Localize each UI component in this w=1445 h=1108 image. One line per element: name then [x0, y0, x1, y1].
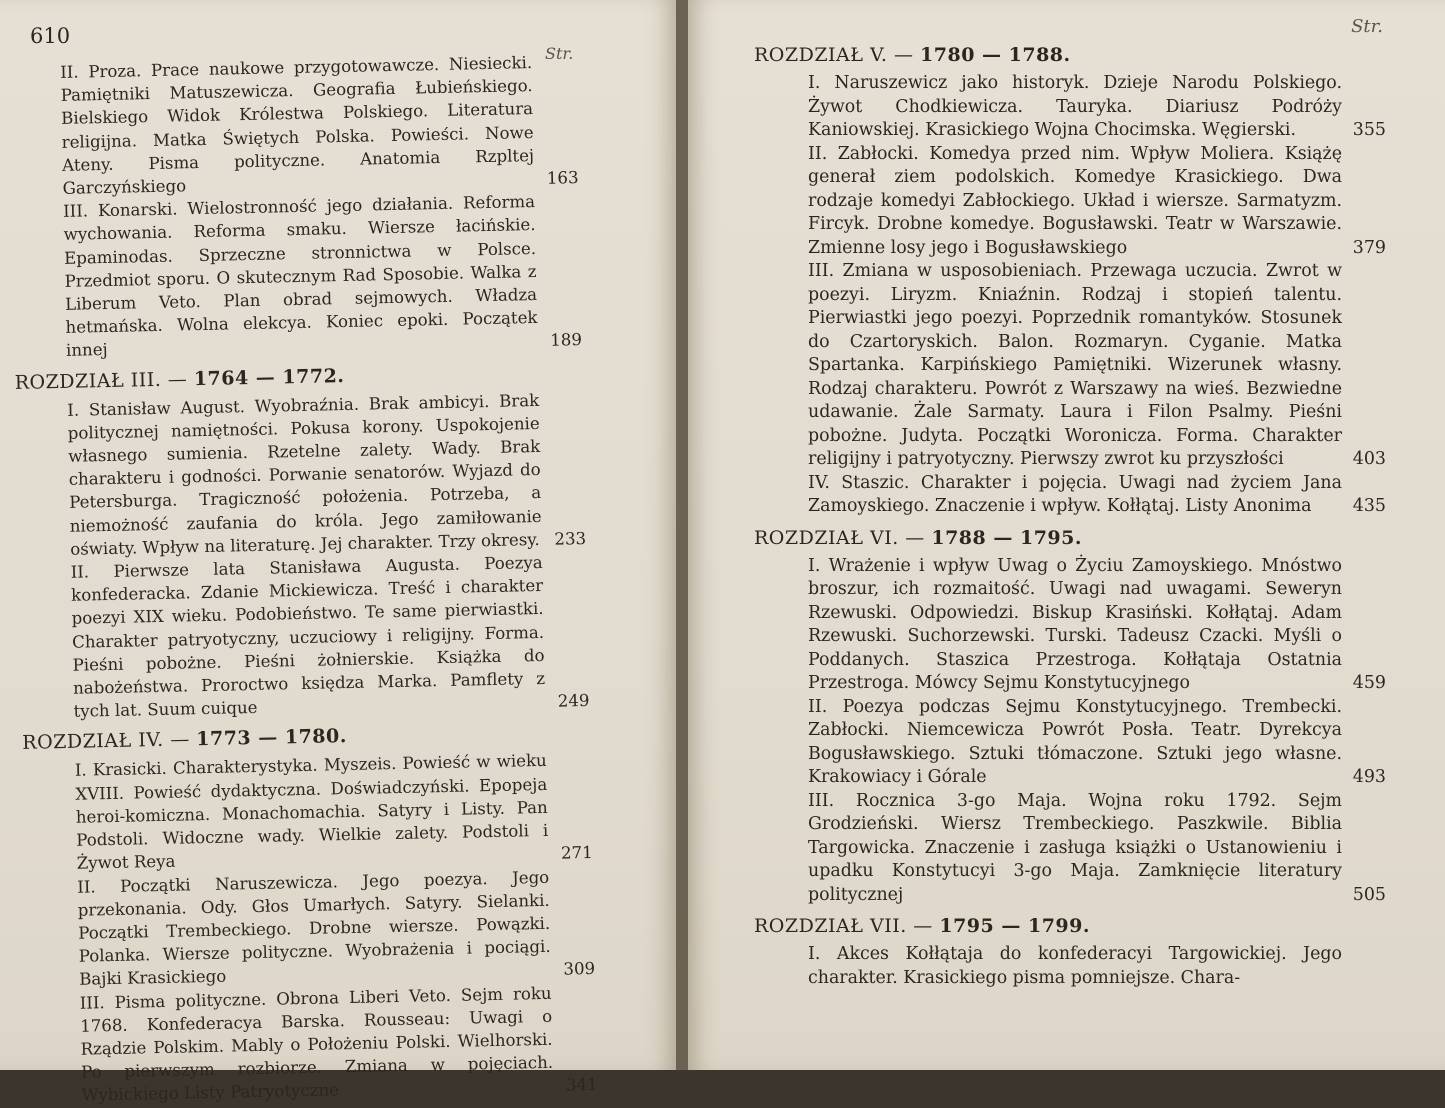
chapter-heading: [754, 527, 1386, 549]
chapter-title: ROZDZIAŁ VII. —: [754, 915, 933, 937]
toc-entry: [808, 143, 1386, 261]
entry-page-number: 341: [565, 1075, 598, 1095]
toc-entry: [808, 943, 1386, 990]
chapter-heading: [754, 44, 1386, 66]
entry-page-number: 459: [1352, 673, 1386, 693]
chapter-title: ROZDZIAŁ III. —: [14, 367, 188, 394]
entry-text: II. Początki Naruszewicza. Jego poezya. Jego przekonania. Ody. Głos Umarłych. Satyry. Sielanki. Początki Trembeckiego. Drobne wiersze. Powązki. Polanka. Wiersze polityczne. Wyobrażenia i pociągi. Bajki Krasickiego: [77, 867, 551, 990]
table-of-contents-left: [8, 50, 598, 1108]
chapter-years: 1764 — 1772.: [193, 364, 345, 390]
entry-page-number: 233: [554, 528, 587, 549]
chapter-heading: [754, 915, 1386, 937]
entry-text: I. Wrażenie i wpływ Uwag o Życiu Zamoyskiego. Mnóstwo broszur, ich rozmaitość. Uwagi nad uwagami. Seweryn Rzewuski. Odpowiedzi. Biskup Krasiński. Kołłątaj. Adam Rzewuski. Suchorzewski. Turski. Tadeusz Czacki. Myśli o Poddanych. Staszica Przestroga. Kołłątaja Ostatnia Przestroga. Mówcy Sejmu Konstytucyjnego: [808, 555, 1342, 693]
chapter-title: ROZDZIAŁ IV. —: [22, 728, 190, 755]
entry-text: II. Poezya podczas Sejmu Konstytucyjnego. Trembecki. Zabłocki. Niemcewicza Powrót Posła. Teatr. Dyrekcya Bogusławskiego. Sztuki tłómaczone. Sztuki jego własne. Krakowiacy i Górale: [808, 696, 1342, 787]
chapter-years: 1773 — 1780.: [196, 725, 348, 751]
entry-text: II. Zabłocki. Komedya przed nim. Wpływ Moliera. Książę generał ziem podolskich. Komedye Krasickiego. Dwa rodzaje komedyi Zabłockiego. Układ i wiersze. Sarmatyzm. Fircyk. Drobne komedye. Bogusławski. Teatr w Warszawie. Zmienne losy jego i Bogusławskiego: [808, 143, 1342, 258]
toc-entry: [808, 555, 1386, 696]
entry-page-number: 435: [1352, 496, 1386, 516]
chapter-years: 1788 — 1795.: [931, 526, 1082, 549]
toc-entry: [70, 550, 589, 723]
entry-text: I. Stanisław August. Wyobraźnia. Brak ambicyi. Brak politycznej namiętności. Pokusa korony. Uspokojenie własnego sumienia. Rzetelne zalety. Wady. Brak charakteru i godności. Porwanie senatorów. Wyjazd do Petersburga. Tragiczność położenia. Potrzeba, a niemożność zaufania do króla. Jego zamiłowanie oświaty. Wpływ na literaturę. Jej charakter. Trzy okresy.: [67, 390, 542, 559]
toc-entry: [808, 472, 1386, 519]
toc-entry: [75, 748, 593, 875]
book-gutter: [676, 0, 688, 1070]
entry-page-number: 379: [1352, 237, 1386, 258]
table-of-contents-right: [754, 36, 1386, 990]
toc-entry: [67, 388, 586, 561]
chapter-title: ROZDZIAŁ VI. —: [754, 526, 925, 549]
column-header-str: Str.: [545, 44, 574, 63]
entry-text: IV. Staszic. Charakter i pojęcia. Uwagi nad życiem Jana Zamoyskiego. Znaczenie i wpływ. Kołłątaj. Listy Anonima: [808, 472, 1342, 516]
toc-entry: [77, 864, 595, 991]
entry-page-number: 403: [1352, 449, 1386, 469]
chapter-years: 1780 — 1788.: [920, 44, 1071, 66]
toc-entry: [808, 72, 1386, 143]
chapter-years: 1795 — 1799.: [939, 915, 1090, 937]
toc-entry: [808, 260, 1386, 472]
entry-text: I. Akces Kołłątaja do konfederacyi Targowickiej. Jego charakter. Krasickiego pisma pomniejsze. Chara-: [808, 944, 1342, 988]
page-number: 610: [30, 24, 71, 48]
right-page: [688, 0, 1445, 1070]
entry-text: I. Naruszewicz jako historyk. Dzieje Narodu Polskiego. Żywot Chodkiewicza. Tauryka. Diariusz Podróży Kaniowskiej. Krasickiego Wojna Chocimska. Węgierski.: [808, 73, 1342, 140]
column-header-str: Str.: [1351, 16, 1383, 37]
entry-page-number: 271: [560, 843, 593, 863]
toc-entry: [808, 790, 1386, 908]
toc-entry: [63, 189, 582, 362]
toc-entry: [808, 696, 1386, 790]
entry-page-number: 505: [1352, 884, 1386, 905]
toc-entry: [60, 50, 579, 200]
entry-page-number: 493: [1352, 767, 1386, 787]
entry-text: III. Zmiana w usposobieniach. Przewaga uczucia. Zwrot w poezyi. Liryzm. Kniaźnin. Rodzaj i stopień talentu. Pierwiastki jego poezyi. Poprzednik romantyków. Stosunek do Czartoryskich. Balon. Rozmaryn. Cyganie. Matka Spartanka. Karpińskiego Pamiętniki. Wizerunek własny. Rodzaj charakteru. Powrót z Warszawy na wieś. Bezwiedne udawanie. Żale Sarmaty. Laura i Filon Psalmy. Pieśni pobożne. Judyta. Początki Woronicza. Forma. Charakter religijny i patryotyczny. Pierwszy zwrot ku przyszłości: [808, 261, 1342, 469]
entry-text: III. Rocznica 3-go Maja. Wojna roku 1792. Sejm Grodzieński. Wiersz Trembeckiego. Paszkwile. Biblia Targowicka. Znaczenie i zasługa książki o Ustanowieniu i upadku Konstytucyi 3-go Maja. Zamknięcie literatury politycznej: [808, 790, 1342, 905]
entry-text: II. Proza. Prace naukowe przygotowawcze. Niesiecki. Pamiętniki Matuszewicza. Geografia Łubieńskiego. Bielskiego Widok Królestwa Polskiego. Literatura religijna. Matka Świętych Polska. Powieści. Nowe Ateny. Pisma polityczne. Anatomia Rzpltej Garczyńskiego: [60, 53, 535, 198]
toc-entry: [79, 980, 597, 1107]
entry-page-number: 355: [1352, 120, 1386, 140]
entry-text: III. Konarski. Wielostronność jego działania. Reforma wychowania. Reforma smaku. Wiersze łacińskie. Epaminodas. Sprzeczne stronnictwa w Polsce. Przedmiot sporu. O skutecznym Rad Sposobie. Walka z Liberum Veto. Plan obrad sejmowych. Władza hetmańska. Wolna elekcya. Koniec epoki. Początek innej: [62, 192, 538, 361]
entry-page-number: 163: [546, 168, 579, 188]
entry-text: III. Pisma polityczne. Obrona Liberi Veto. Sejm roku 1768. Konfederacya Barska. Rousseau: Uwagi o Rządzie Polskim. Mably o Położeniu Polski. Wielhorski. Po pierwszym rozbiorze. Zmiana w pojęciach. Wybickiego Listy Patryotyczne: [79, 983, 554, 1106]
entry-page-number: 189: [550, 330, 583, 351]
entry-text: II. Pierwsze lata Stanisława Augusta. Poezya konfederacka. Zdanie Mickiewicza. Treść i charakter poezyi XIX wieku. Podobieństwo. Te same pierwiastki. Charakter patryotyczny, uczuciowy i religijny. Forma. Pieśni pobożne. Pieśni żołnierskie. Książka do nabożeństwa. Proroctwo księdza Marka. Pamflety z tych lat. Suum cuique: [70, 552, 546, 722]
chapter-title: ROZDZIAŁ V. —: [754, 44, 914, 66]
entry-page-number: 309: [563, 959, 596, 979]
entry-text: I. Krasicki. Charakterystyka. Myszeis. Powieść w wieku XVIII. Powieść dydaktyczna. Doświadczyński. Epopeja heroi-komiczna. Monachomachia. Satyry i Listy. Pan Podstoli. Widoczne wady. Wielkie zalety. Podstoli i Żywot Reya: [74, 751, 549, 874]
entry-page-number: 249: [557, 691, 590, 711]
left-page: [0, 0, 676, 1106]
